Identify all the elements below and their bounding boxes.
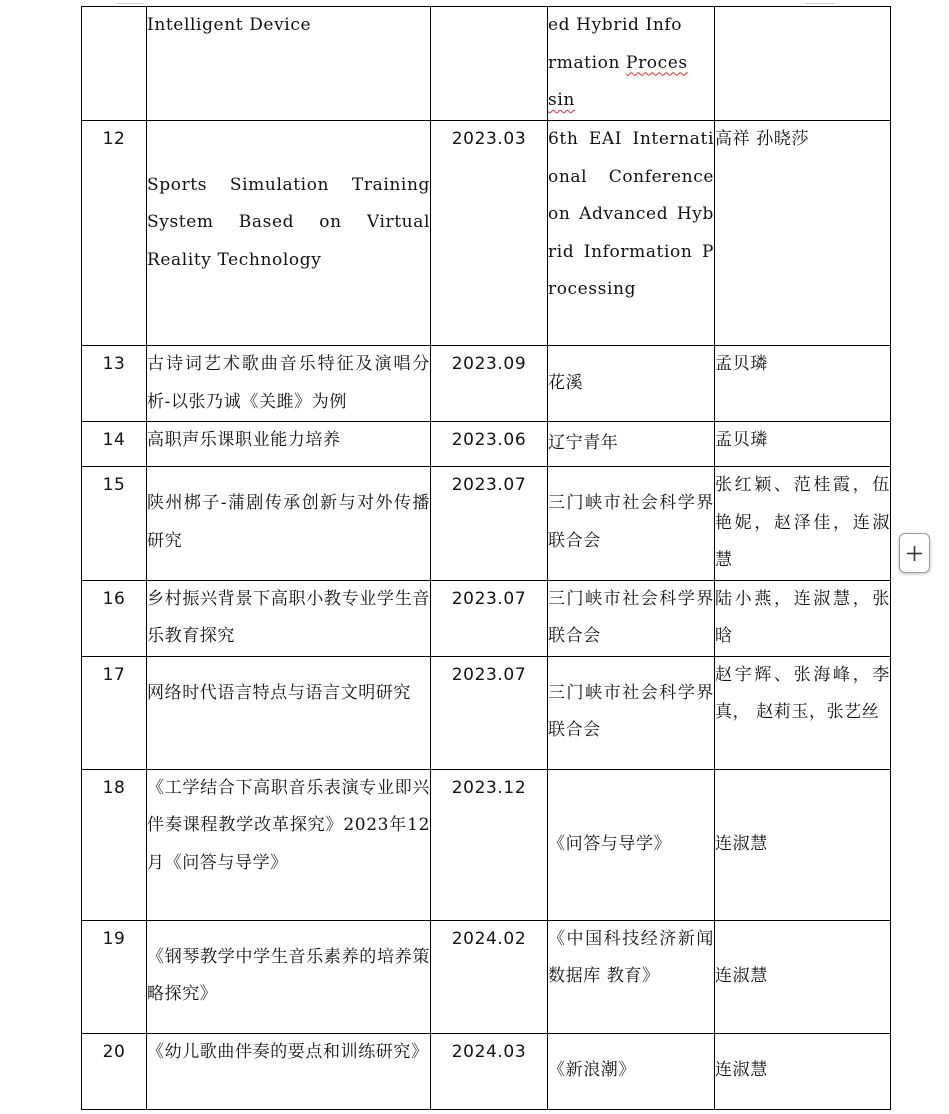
publication-venue: 《新浪潮》 (548, 1033, 715, 1109)
authors: 连淑慧 (715, 1033, 891, 1109)
publish-date: 2023.06 (431, 422, 548, 467)
authors: 陆小燕，连淑慧，张晗 (715, 580, 891, 656)
row-number: 14 (82, 422, 147, 467)
paper-title: 《幼儿歌曲伴奏的要点和训练研究》 (147, 1033, 431, 1109)
publish-date: 2023.12 (431, 769, 548, 920)
publication-venue: 《中国科技经济新闻数据库 教育》 (548, 920, 715, 1033)
table-row (82, 121, 891, 346)
publish-date (431, 7, 548, 121)
table-row (82, 580, 891, 656)
authors: 连淑慧 (715, 920, 891, 1033)
authors (715, 7, 891, 121)
row-number: 17 (82, 656, 147, 769)
publication-venue: 三门峡市社会科学界联合会 (548, 580, 715, 656)
paper-title: 古诗词艺术歌曲音乐特征及演唱分析-以张乃诚《关雎》为例 (147, 346, 431, 422)
table-row (82, 7, 891, 121)
row-number: 15 (82, 467, 147, 581)
row-number: 12 (82, 121, 147, 346)
row-number: 13 (82, 346, 147, 422)
authors: 赵宇辉、张海峰，李真， 赵莉玉，张艺丝 (715, 656, 891, 769)
table-row (82, 422, 891, 467)
row-number: 20 (82, 1033, 147, 1109)
publication-venue (548, 7, 715, 121)
table-row (82, 346, 891, 422)
authors: 高祥 孙晓莎 (715, 121, 891, 346)
spellcheck-flagged-word[interactable]: sin (548, 90, 575, 110)
venue-line: ed Hybrid Info (548, 15, 683, 35)
venue-line: rmation (548, 52, 627, 73)
row-number: 19 (82, 920, 147, 1033)
table-row (82, 769, 891, 920)
plus-icon (906, 545, 923, 562)
page-edge-marker-left (116, 0, 144, 4)
table-row (82, 1033, 891, 1109)
table-row (82, 656, 891, 769)
publication-venue: 三门峡市社会科学界联合会 (548, 467, 715, 581)
publication-venue: 三门峡市社会科学界联合会 (548, 656, 715, 769)
authors: 孟贝璘 (715, 346, 891, 422)
authors: 张红颖、范桂霞，伍艳妮，赵泽佳，连淑慧 (715, 467, 891, 581)
spellcheck-flagged-word[interactable]: Proces (626, 52, 688, 73)
add-table-row-button[interactable] (899, 533, 930, 573)
row-number: 16 (82, 580, 147, 656)
authors: 孟贝璘 (715, 422, 891, 467)
publish-date: 2023.07 (431, 580, 548, 656)
publish-date: 2024.03 (431, 1033, 548, 1109)
publication-venue: 《问答与导学》 (548, 769, 715, 920)
publication-venue: 辽宁青年 (548, 422, 715, 467)
paper-title: 陕州梆子-蒲剧传承创新与对外传播研究 (147, 467, 431, 581)
row-number (82, 7, 147, 121)
publication-venue: 花溪 (548, 346, 715, 422)
table-row (82, 920, 891, 1033)
paper-title: 乡村振兴背景下高职小教专业学生音乐教育探究 (147, 580, 431, 656)
paper-title: 《工学结合下高职音乐表演专业即兴伴奏课程教学改革探究》2023年12月《问答与导学》 (147, 769, 431, 920)
page-edge-marker-right (806, 0, 834, 4)
publications-table (81, 6, 891, 1110)
publish-date: 2023.07 (431, 467, 548, 581)
paper-title: 《钢琴教学中学生音乐素养的培养策略探究》 (147, 920, 431, 1033)
paper-title: Sports Simulation Training System Based on Virtual Reality Technology (147, 121, 431, 346)
table-row (82, 467, 891, 581)
publish-date: 2023.03 (431, 121, 548, 346)
row-number: 18 (82, 769, 147, 920)
publish-date: 2023.09 (431, 346, 548, 422)
publish-date: 2023.07 (431, 656, 548, 769)
publish-date: 2024.02 (431, 920, 548, 1033)
paper-title: 高职声乐课职业能力培养 (147, 422, 431, 467)
paper-title: 网络时代语言特点与语言文明研究 (147, 656, 431, 769)
authors: 连淑慧 (715, 769, 891, 920)
publication-venue: 6th EAI International Conference on Advanced Hybrid Information Processing (548, 121, 715, 346)
paper-title: Intelligent Device (147, 7, 431, 121)
